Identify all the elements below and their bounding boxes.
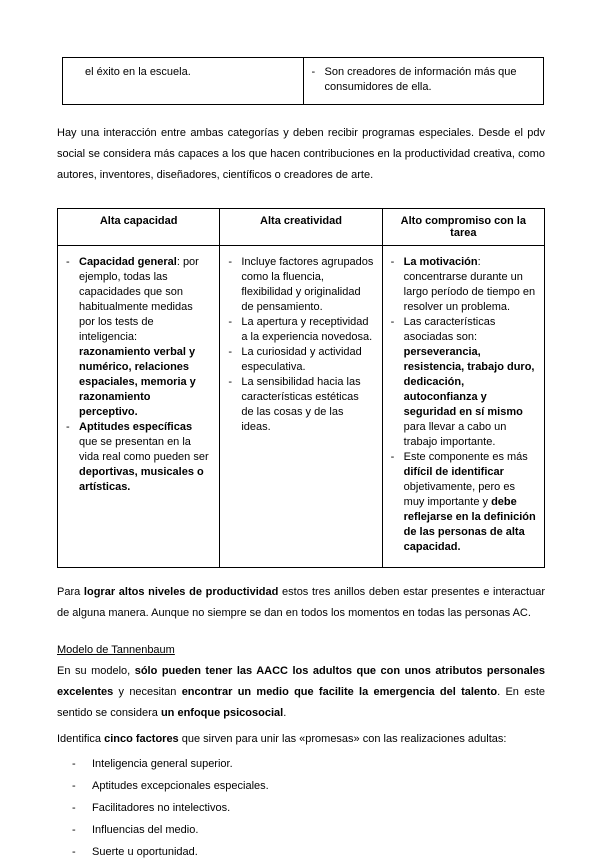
factor-text: Influencias del medio. [92, 824, 199, 836]
intro-paragraph: Hay una interacción entre ambas categorías y deben recibir programas especiales. Desde el pdv social se considera más capaces a los que hacen contribuciones en la productividad creativa, como autores, inventores, diseñadores, científicos o creadores de arte. [57, 127, 545, 181]
list-item [391, 255, 536, 315]
dash-bullet: - [72, 758, 76, 770]
list-item-text: Aptitudes específicas que se presentan en la vida real como pueden ser deportivas, musicales o artísticas. [79, 421, 209, 493]
section-heading-tannenbaum: Modelo de Tannenbaum [57, 644, 175, 656]
table-header-row [58, 209, 545, 246]
cell-right [303, 58, 544, 105]
factor-text: Inteligencia general superior. [92, 758, 233, 770]
list-item-text: La apertura y receptividad a la experiencia novedosa. [241, 316, 373, 343]
list-item [391, 450, 536, 555]
dash-bullet: - [72, 824, 76, 836]
list-item [391, 315, 536, 450]
list-item [72, 775, 545, 797]
factor-text: Suerte u oportunidad. [92, 846, 198, 858]
dash-bullet: - [72, 780, 76, 792]
dash-bullet: - [72, 802, 76, 814]
dash-bullet: - [228, 346, 232, 358]
cell-left-text: el éxito en la escuela. [85, 66, 191, 78]
header-alta-creatividad: Alta creatividad [220, 209, 382, 246]
dash-bullet: - [66, 256, 70, 268]
productivity-paragraph: Para lograr altos niveles de productividad estos tres anillos deben estar presentes e interactuar de alguna manera. Aunque no siempre se dan en todos los momentos en todas las personas AC. [57, 586, 546, 619]
list-item [228, 375, 373, 435]
dash-bullet: - [390, 451, 395, 463]
list-item [228, 345, 373, 375]
header-alto-compromiso: Alto compromiso con la tarea [382, 209, 544, 246]
cell-alto-compromiso [382, 246, 544, 568]
table-body-row [58, 246, 545, 568]
dash-bullet: - [228, 376, 232, 388]
list-item-text: La curiosidad y actividad especulativa. [241, 346, 362, 373]
list-item [312, 65, 536, 95]
header-alta-capacidad: Alta capacidad [58, 209, 220, 246]
factors-intro-paragraph: Identifica cinco factores que sirven para unir las «promesas» con las realizaciones adultas: [57, 733, 507, 745]
cell-left [63, 58, 304, 105]
list-item [72, 841, 545, 863]
three-rings-table [57, 208, 545, 568]
list-item-text: Son creadores de información más que consumidores de ella. [324, 66, 517, 93]
dash-bullet: - [311, 66, 316, 78]
list-item-text: Incluye factores agrupados como la fluencia, flexibilidad y originalidad de pensamiento. [241, 256, 374, 313]
model-paragraph: En su modelo, sólo pueden tener las AACC los adultos que con unos atributos personales excelentes y necesitan encontrar un medio que facilite la emergencia del talento. En este sentido se considera un enfoque psicosocial. [57, 665, 545, 719]
list-item-text: Capacidad general: por ejemplo, todas las capacidades que son habitualmente medidas por los tests de inteligencia: razonamiento verbal y numérico, relaciones espaciales, memoria y razonamiento perceptivo. [79, 256, 199, 418]
cell-alta-creatividad [220, 246, 382, 568]
table-row [63, 58, 544, 105]
cell-alta-capacidad [58, 246, 220, 568]
list-item-text: La motivación: concentrarse durante un largo período de tiempo en resolver un problema. [403, 256, 536, 313]
list-item-text: Este componente es más difícil de identificar objetivamente, pero es muy importante y debe reflejarse en la definición de las personas de alta capacidad. [403, 451, 536, 553]
dash-bullet: - [390, 316, 395, 328]
list-item [72, 753, 545, 775]
list-item [66, 420, 211, 495]
list-item-text: La sensibilidad hacia las características estéticas de las cosas y de las ideas. [241, 376, 361, 433]
list-item [66, 255, 211, 420]
factor-text: Aptitudes excepcionales especiales. [92, 780, 269, 792]
dash-bullet: - [390, 256, 395, 268]
continuation-table [62, 57, 544, 105]
list-item [72, 797, 545, 819]
dash-bullet: - [228, 256, 232, 268]
list-item [228, 315, 373, 345]
factor-text: Facilitadores no intelectivos. [92, 802, 231, 814]
dash-bullet: - [72, 846, 76, 858]
factors-list [57, 753, 545, 863]
list-item [72, 819, 545, 841]
list-item-text: Las características asociadas son: perseverancia, resistencia, trabajo duro, dedicación, autoconfianza y seguridad en sí mismo para llevar a cabo un trabajo importante. [403, 316, 535, 448]
dash-bullet: - [66, 421, 70, 433]
list-item [228, 255, 373, 315]
dash-bullet: - [228, 316, 232, 328]
